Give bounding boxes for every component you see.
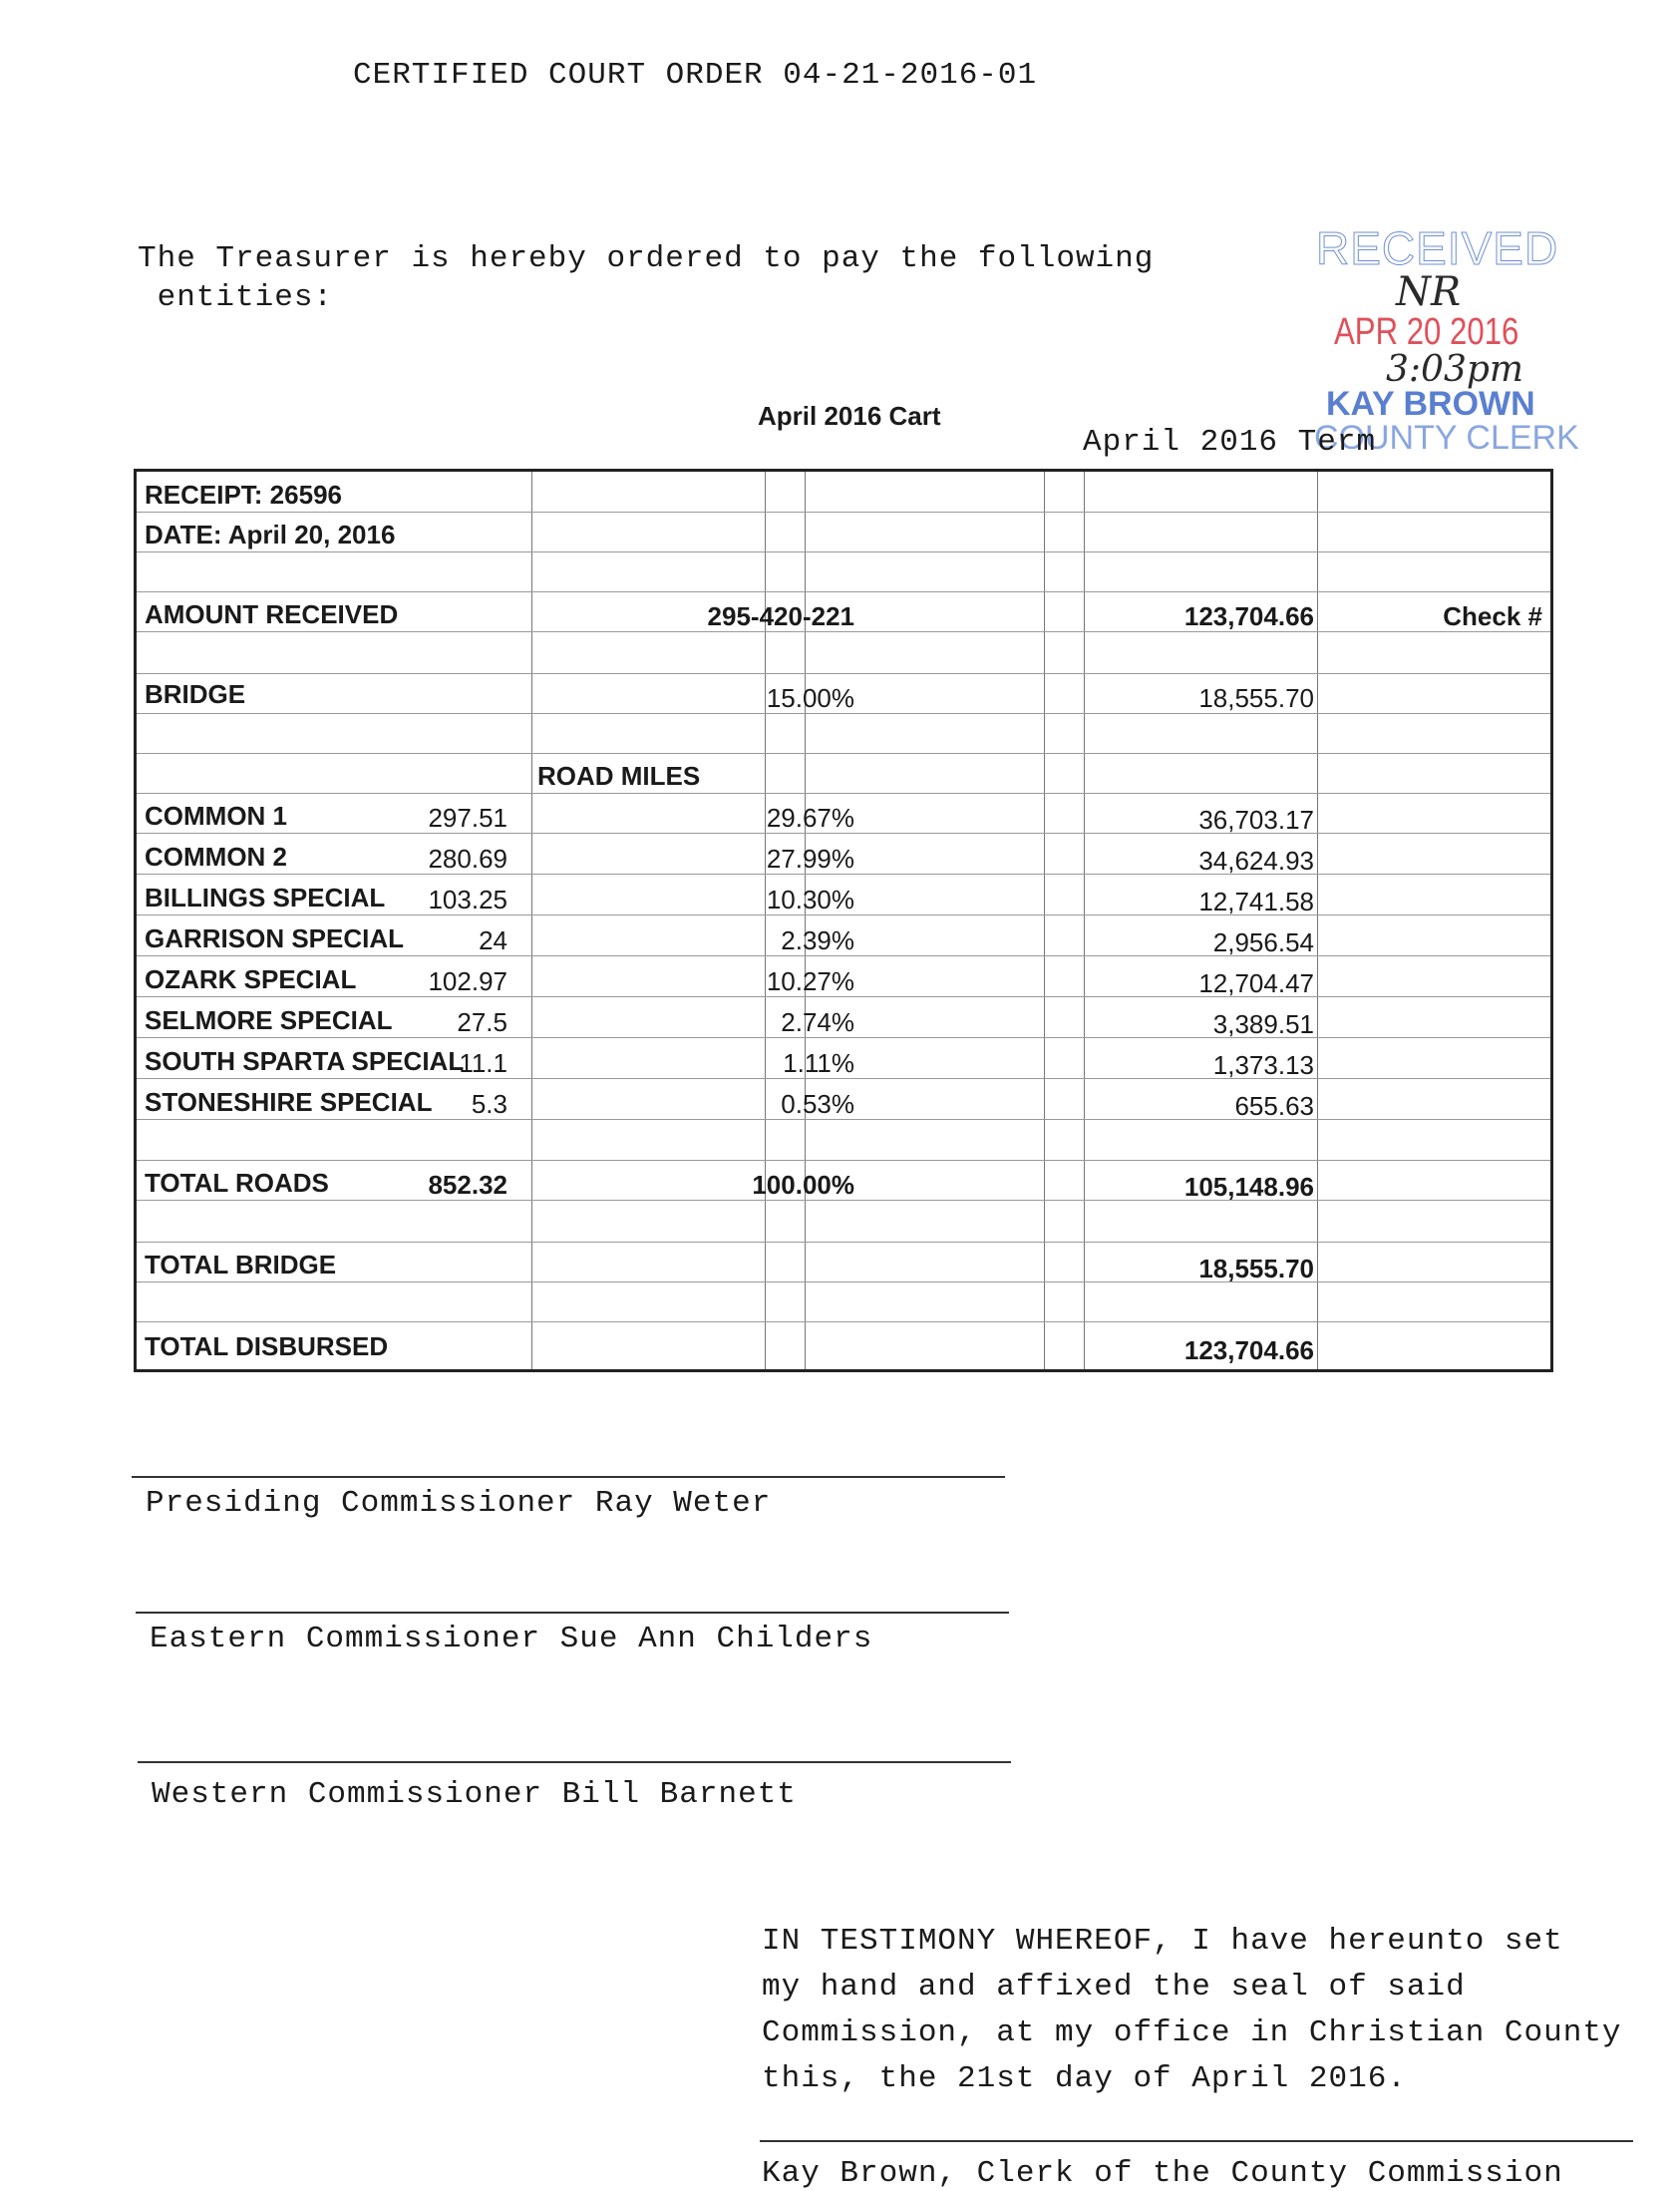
table-row-pct: 0.53% <box>781 1089 854 1119</box>
grid-row-line <box>137 1078 1550 1079</box>
table-row-amount: 655.63 <box>1234 1091 1314 1121</box>
account-number: 295-420-221 <box>707 601 854 631</box>
table-row-miles: 27.5 <box>457 1007 507 1037</box>
bridge-amount: 18,555.70 <box>1198 683 1314 713</box>
stamp-time: 3:03pm <box>1386 349 1524 390</box>
table-row-amount: 36,703.17 <box>1198 805 1314 835</box>
stamp-name: KAY BROWN <box>1326 385 1535 423</box>
table-row-pct: 29.67% <box>766 803 854 833</box>
grid-col-line <box>1317 472 1318 1369</box>
intro-line-2: entities: <box>138 280 334 315</box>
table-row-miles: 24 <box>479 925 507 955</box>
signature-line-eastern <box>136 1612 1009 1614</box>
table-row-label: STONESHIRE SPECIAL <box>145 1087 433 1117</box>
grid-row-line <box>137 631 1550 632</box>
grid-col-line <box>1084 472 1085 1369</box>
date-label: DATE: April 20, 2016 <box>145 520 396 549</box>
presiding-commissioner: Presiding Commissioner Ray Weter <box>146 1486 772 1521</box>
road-miles-header: ROAD MILES <box>537 761 701 791</box>
western-commissioner: Western Commissioner Bill Barnett <box>152 1777 797 1812</box>
total-disbursed-amount: 123,704.66 <box>1183 1335 1314 1365</box>
table-row-label: GARRISON SPECIAL <box>145 923 405 953</box>
term-heading: April 2016 Term <box>1083 425 1377 460</box>
grid-row-line <box>137 1281 1550 1282</box>
grid-col-line <box>531 472 532 1369</box>
grid-row-line <box>137 1321 1550 1322</box>
grid-row-line <box>137 996 1550 997</box>
receipt-label: RECEIPT: 26596 <box>145 480 342 510</box>
bridge-label: BRIDGE <box>145 679 246 709</box>
signature-line-presiding <box>132 1476 1005 1478</box>
grid-col-line <box>1044 472 1045 1369</box>
table-row-label: COMMON 2 <box>145 842 287 872</box>
table-row-label: BILLINGS SPECIAL <box>145 883 386 913</box>
cart-heading: April 2016 Cart <box>758 401 941 431</box>
testimony-line-3: Commission, at my office in Christian County <box>762 2015 1622 2050</box>
table-row-miles: 280.69 <box>428 844 507 874</box>
total-roads-label: TOTAL ROADS <box>145 1168 329 1198</box>
grid-row-line <box>137 512 1550 513</box>
stamp-initials: NR <box>1396 269 1462 315</box>
table-row-miles: 11.1 <box>459 1048 507 1078</box>
table-row-pct: 2.39% <box>781 925 854 955</box>
bridge-pct: 15.00% <box>766 683 854 713</box>
grid-row-line <box>137 673 1550 674</box>
grid-row-line <box>137 591 1550 592</box>
table-row-amount: 1,373.13 <box>1212 1050 1314 1080</box>
intro-line-1: The Treasurer is hereby ordered to pay the following <box>138 241 1155 276</box>
signature-line-western <box>138 1761 1011 1763</box>
total-roads-miles: 852.32 <box>428 1170 507 1200</box>
document-title: CERTIFIED COURT ORDER 04-21-2016-01 <box>353 58 1038 93</box>
table-row-amount: 12,704.47 <box>1198 968 1314 998</box>
table-row-pct: 27.99% <box>766 844 854 874</box>
total-disbursed-label: TOTAL DISBURSED <box>145 1331 389 1361</box>
eastern-commissioner: Eastern Commissioner Sue Ann Childers <box>150 1622 873 1656</box>
grid-row-line <box>137 551 1550 552</box>
table-row-amount: 12,741.58 <box>1198 887 1314 916</box>
total-bridge-amount: 18,555.70 <box>1198 1254 1314 1283</box>
grid-row-line <box>137 753 1550 754</box>
signature-line-clerk <box>760 2140 1633 2142</box>
total-roads-pct: 100.00% <box>752 1170 854 1200</box>
grid-row-line <box>137 1160 1550 1161</box>
stamp-date: APR 20 2016 <box>1334 311 1519 353</box>
disbursement-table <box>134 469 1553 1372</box>
stamp-received: RECEIVED <box>1316 222 1559 274</box>
table-row-amount: 34,624.93 <box>1198 846 1314 876</box>
table-row-pct: 10.30% <box>766 885 854 914</box>
clerk-signature: Kay Brown, Clerk of the County Commission <box>762 2156 1563 2191</box>
table-row-pct: 10.27% <box>766 966 854 996</box>
grid-row-line <box>137 1242 1550 1243</box>
grid-row-line <box>137 914 1550 915</box>
testimony-line-4: this, the 21st day of April 2016. <box>762 2061 1407 2096</box>
table-row-miles: 5.3 <box>471 1089 507 1119</box>
table-row-label: COMMON 1 <box>145 801 287 831</box>
grid-row-line <box>137 713 1550 714</box>
check-number-label: Check # <box>1443 601 1542 631</box>
amount-received-value: 123,704.66 <box>1183 601 1314 631</box>
testimony-line-1: IN TESTIMONY WHEREOF, I have hereunto set <box>762 1924 1563 1959</box>
total-roads-amount: 105,148.96 <box>1183 1172 1314 1202</box>
table-row-amount: 2,956.54 <box>1212 927 1314 957</box>
grid-row-line <box>137 1037 1550 1038</box>
table-row-miles: 102.97 <box>428 966 507 996</box>
testimony-line-2: my hand and affixed the seal of said <box>762 1970 1466 2005</box>
table-row-pct: 2.74% <box>781 1007 854 1037</box>
table-row-label: OZARK SPECIAL <box>145 964 357 994</box>
intro-text <box>138 239 1254 317</box>
grid-row-line <box>137 1200 1550 1201</box>
grid-row-line <box>137 833 1550 834</box>
grid-row-line <box>137 955 1550 956</box>
total-bridge-label: TOTAL BRIDGE <box>145 1250 337 1279</box>
testimony-block <box>762 1919 1622 2102</box>
table-row-amount: 3,389.51 <box>1212 1009 1314 1039</box>
stamp-office: COUNTY CLERK <box>1314 419 1579 457</box>
grid-row-line <box>137 793 1550 794</box>
grid-row-line <box>137 1119 1550 1120</box>
grid-row-line <box>137 874 1550 875</box>
table-row-label: SELMORE SPECIAL <box>145 1005 393 1035</box>
table-row-label: SOUTH SPARTA SPECIAL <box>145 1046 465 1076</box>
table-row-miles: 297.51 <box>428 803 507 833</box>
table-row-pct: 1.11% <box>783 1048 854 1078</box>
amount-received-label: AMOUNT RECEIVED <box>145 599 399 629</box>
table-row-miles: 103.25 <box>428 885 507 914</box>
